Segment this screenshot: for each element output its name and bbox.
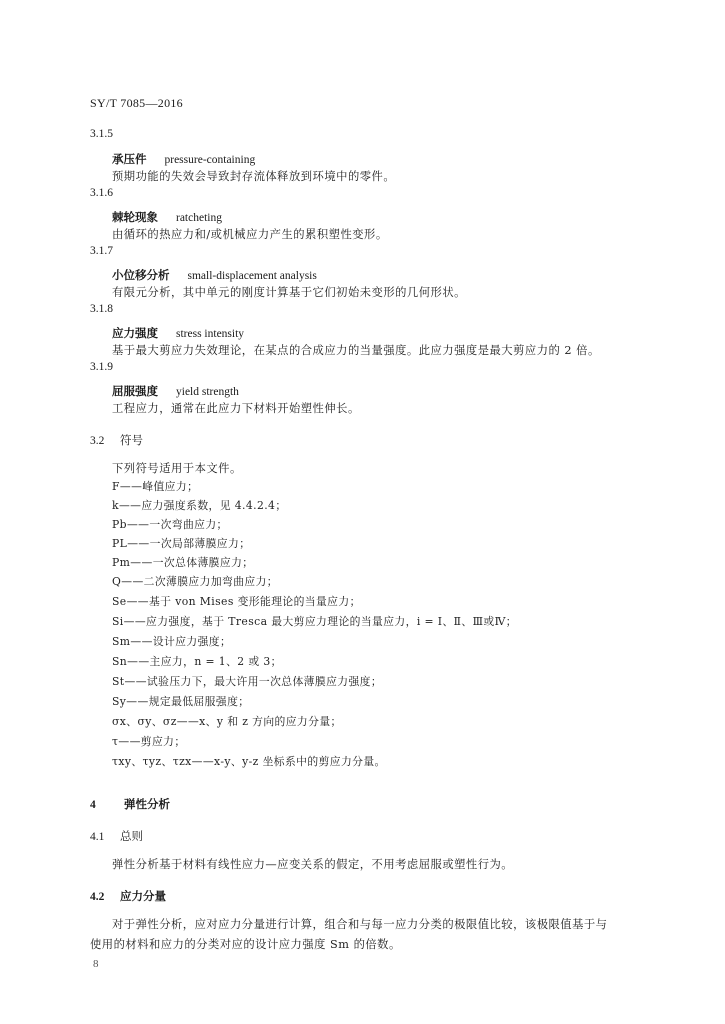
term-heading: [112, 380, 239, 399]
term-en: small-displacement analysis: [187, 270, 317, 282]
term-number: 3.1.7: [90, 245, 113, 257]
symbol-item: τ——剪应力；: [112, 735, 186, 748]
section-number: 3.2: [90, 435, 105, 447]
term-zh: 棘轮现象: [112, 210, 158, 224]
symbol-item: Sn——主应力，n = 1、2 或 3；: [112, 655, 282, 668]
section-title: 符号: [120, 433, 143, 447]
symbol-item: Pb——一次弯曲应力；: [112, 518, 228, 531]
subsection-number: 4.2: [90, 891, 105, 903]
symbol-item: St——试验压力下，最大许用一次总体薄膜应力强度；: [112, 675, 383, 688]
term-heading: [112, 264, 317, 283]
symbol-item: F——峰值应力；: [112, 480, 199, 493]
term-zh: 承压件: [112, 152, 147, 166]
term-en: stress intensity: [176, 328, 245, 340]
term-heading: [112, 148, 255, 167]
term-zh: 应力强度: [112, 326, 158, 340]
term-number: 3.1.6: [90, 187, 113, 199]
standard-code: SY/T 7085—2016: [90, 96, 183, 110]
symbol-item: Se——基于 von Mises 变形能理论的当量应力；: [112, 595, 361, 608]
subsection-heading: [90, 828, 143, 844]
term-number: 3.1.9: [90, 361, 113, 373]
symbol-item: Pm——一次总体薄膜应力；: [112, 556, 254, 569]
symbol-item: Si——应力强度，基于 Tresca 最大剪应力理论的当量应力，i = Ⅰ、Ⅱ、Ⅲ或Ⅳ；: [112, 615, 517, 628]
symbol-item: Q——二次薄膜应力加弯曲应力；: [112, 575, 279, 588]
term-en: pressure-containing: [164, 154, 256, 166]
term-en: ratcheting: [176, 212, 222, 224]
subsection-heading: [90, 888, 166, 904]
chapter-number: 4: [90, 799, 96, 811]
chapter-heading: [90, 796, 170, 812]
term-number: 3.1.8: [90, 303, 113, 315]
term-zh: 小位移分析: [112, 268, 170, 282]
term-heading: [112, 322, 244, 341]
term-en: yield strength: [176, 386, 239, 398]
symbol-item: k——应力强度系数，见 4.4.2.4；: [112, 499, 287, 512]
symbol-item: Sy——规定最低屈服强度；: [112, 695, 250, 708]
chapter-title: 弹性分析: [124, 797, 170, 811]
section-heading: [90, 432, 143, 448]
paragraph-line: 使用的材料和应力的分类对应的设计应力强度 Sm 的倍数。: [90, 938, 401, 951]
subsection-number: 4.1: [90, 831, 105, 843]
term-heading: [112, 206, 222, 225]
paragraph: 弹性分析基于材料有线性应力—应变关系的假定，不用考虑屈服或塑性行为。: [112, 858, 514, 871]
term-number: 3.1.5: [90, 128, 113, 140]
term-definition: 由循环的热应力和/或机械应力产生的累积塑性变形。: [112, 228, 388, 241]
term-definition: 预期功能的失效会导致封存流体释放到环境中的零件。: [112, 170, 396, 183]
symbols-intro: 下列符号适用于本文件。: [112, 462, 242, 475]
symbol-item: PL——一次局部薄膜应力；: [112, 537, 251, 550]
symbol-item: τxy、τyz、τzx——x-y、y-z 坐标系中的剪应力分量。: [112, 755, 386, 768]
subsection-title: 总则: [120, 829, 143, 843]
term-definition: 有限元分析，其中单元的刚度计算基于它们初始未变形的几何形状。: [112, 286, 466, 299]
term-zh: 屈服强度: [112, 384, 158, 398]
symbol-item: Sm——设计应力强度；: [112, 635, 232, 648]
page-number: 8: [93, 958, 99, 970]
term-definition: 工程应力，通常在此应力下材料开始塑性伸长。: [112, 402, 360, 415]
subsection-title: 应力分量: [120, 889, 166, 903]
symbol-item: σx、σy、σz——x、y 和 z 方向的应力分量；: [112, 715, 342, 728]
paragraph-line: 对于弹性分析，应对应力分量进行计算，组合和与每一应力分类的极限值比较，该极限值基于与: [112, 918, 608, 931]
term-definition: 基于最大剪应力失效理论，在某点的合成应力的当量强度。此应力强度是最大剪应力的 2 倍。: [112, 344, 600, 357]
